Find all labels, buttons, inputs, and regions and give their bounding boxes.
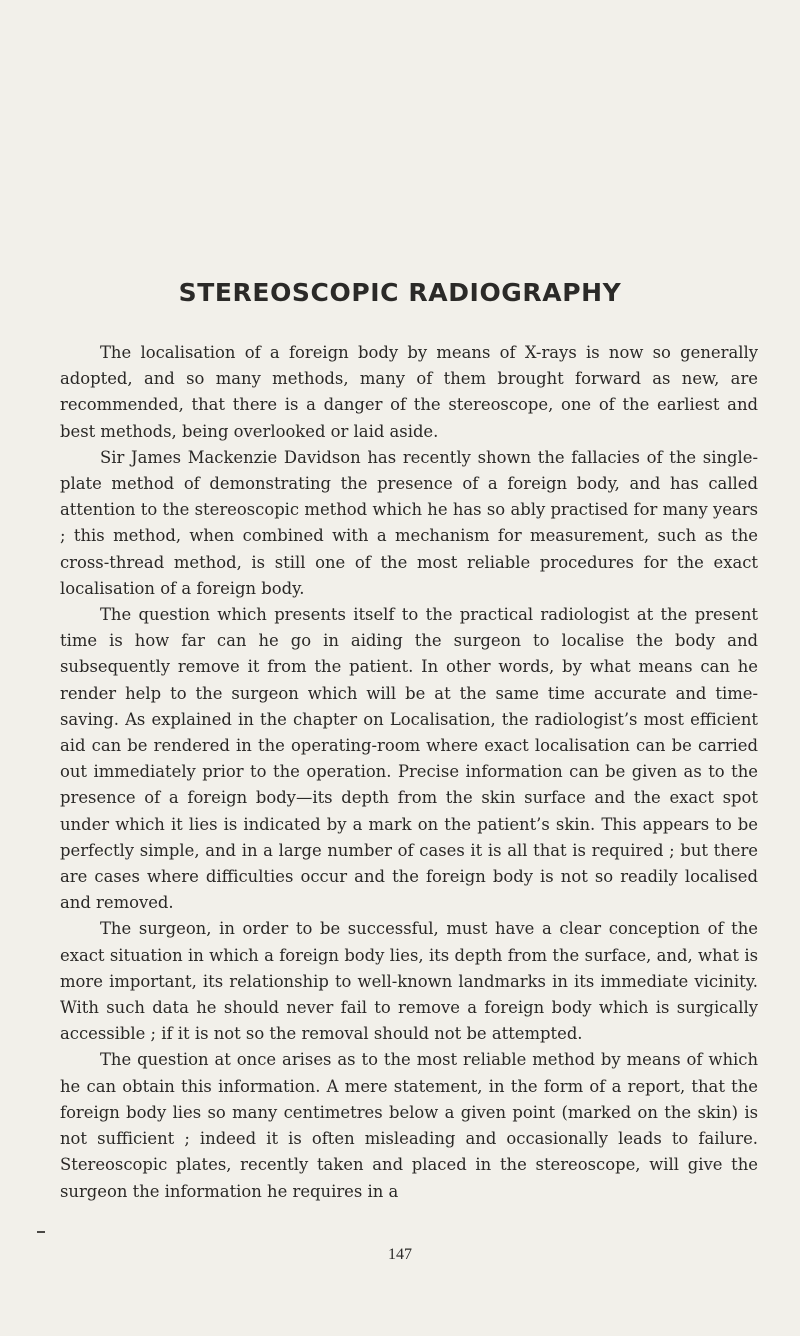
chapter-heading: STEREOSCOPIC RADIOGRAPHY xyxy=(178,278,622,307)
paragraph-5: The question at once arises as to the most reliable method by means of which he can obtain this information. A mere statement, in the form of a report, that the foreign body lies so many centimetres below a given point (marked on the skin) is not sufficient ; indeed it is often misleading and occasionally leads to failure. Stereoscopic plates, recently taken and placed in the stereoscope, will give the surgeon the information he requires in a xyxy=(60,1050,758,1201)
margin-mark xyxy=(37,1231,45,1233)
paragraph-2: Sir James Mackenzie Davidson has recently shown the fallacies of the single-plate method of demonstrating the presence of a foreign body, and has called attention to the stereoscopic method which he has so ably practised for many years ; this method, when combined with a mechanism for measurement, such as the cross-thread method, is still one of the most reliable procedures for the exact localisation of a foreign body. xyxy=(60,447,758,598)
paragraph-4: The surgeon, in order to be successful, must have a clear conception of the exact situation in which a foreign body lies, its depth from the surface, and, what is more important, its relationship to well-known landmarks in its immediate vicinity. With such data he should never fail to remove a foreign body which is surgically accessible ; if it is not so the removal should not be attempted. xyxy=(60,919,758,1044)
body-text xyxy=(60,340,758,1205)
paragraph-1: The localisation of a foreign body by means of X-rays is now so generally adopted, and so many methods, many of them brought forward as new, are recommended, that there is a danger of the stereoscope, one of the earliest and best methods, being overlooked or laid aside. xyxy=(60,343,758,441)
paragraph-3: The question which presents itself to the practical radiologist at the present time is how far can he go in aiding the surgeon to localise the body and subsequently remove it from the patient. In other words, by what means can he render help to the surgeon which will be at the same time accurate and time-saving. As explained in the chapter on Localisation, the radiologist’s most efficient aid can be rendered in the operating-room where exact localisation can be carried out immediately prior to the operation. Precise information can be given as to the presence of a foreign body—its depth from the skin surface and the exact spot under which it lies is indicated by a mark on the patient’s skin. This appears to be perfectly simple, and in a large number of cases it is all that is required ; but there are cases where difficulties occur and the foreign body is not so readily localised and removed. xyxy=(60,605,758,913)
page-number: 147 xyxy=(388,1246,412,1263)
